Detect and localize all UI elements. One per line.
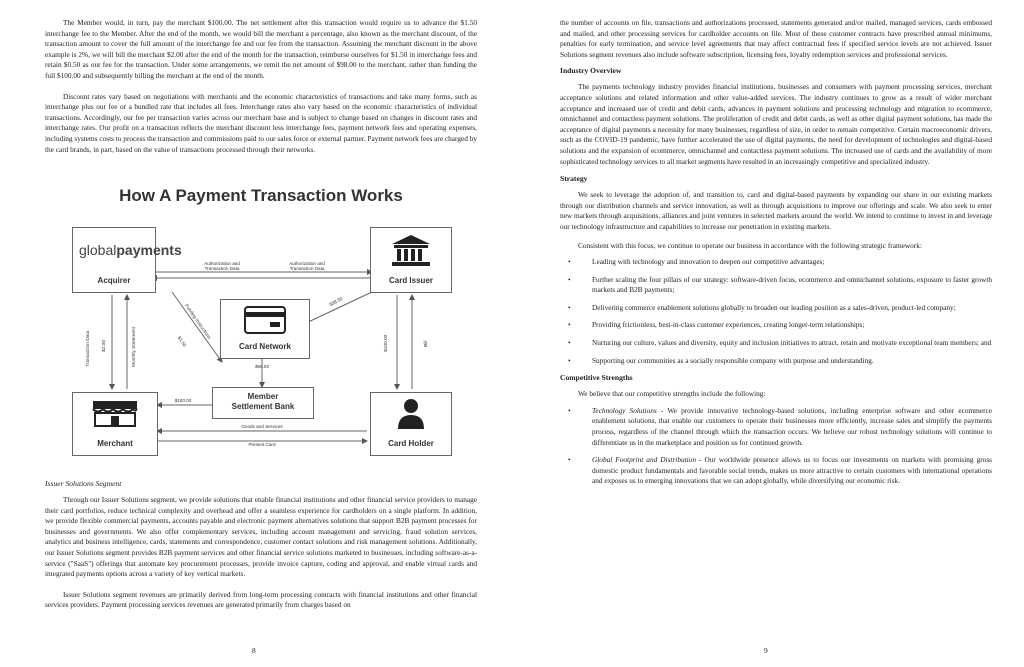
- merchant-box: [72, 392, 158, 456]
- bullet-text: Nurturing our culture, values and diversity, equity and inclusion initiatives to attract, retain and motivate exceptional team members; and: [592, 338, 992, 348]
- right-para-2: The payments technology industry provides financial institutions, businesses and consumers with payment processing services, merchant acceptance solutions and related information and other value-added services. The industry continues to grow as a result of wider merchant acceptance and increased use of credit and debit cards, advances in payment solutions and processing technology and migration to ecommerce, omnichannel and contactless payment solutions. The proliferation of credit and debit cards, as well as other digital payment solutions, has made the acceptance of digital payments a necessity for many businesses, regardless of size, in order to remain competitive. Certain macroeconomic drivers, such as the COVID-19 pandemic, have further accelerated the use of digital payments, the need for development of technologies and digital-based solutions and the expansion of ecommerce, omnichannel and contactless payment solutions. The increased use of cards and the availability of more sophisticated technology services to all market segments have resulted in an increasingly competitive and specialized industry.: [560, 82, 992, 166]
- list-item: [568, 356, 992, 367]
- left-para-2: Discount rates vary based on negotiations with merchants and the economic characteristics of transactions and take many forms, such as interchange plus our fee or a bundled rate that includes all fees. Interchange rates also vary based on the economic characteristics of individual transactions. Accordingly, our fee per transaction varies across our merchant base and is subject to change based on changes in discount rates and interchange rates. Our profit on a transaction reflects the merchant discount less interchange fees, payment network fees and operating expenses, including systems costs to process the transaction and commissions paid to our sales force or external partner. Payment network fees are charged by the card brands, in part, based on the value of transactions processed through their networks.: [45, 91, 477, 154]
- payment-diagram: [72, 227, 450, 456]
- right-para-3: We seek to leverage the adoption of, and transition to, card and digital-based payments by expanding our share in our existing markets through our distribution channels and service innovation, as well as through acquisitions to improve our offerings and scale. We also seek to enter new markets through acquisitions, alliances and joint ventures in selected markets around the world. We intend to continue to invest in and leverage our technology infrastructure and capabilities to increase our penetration in existing markets.: [560, 190, 992, 231]
- person-icon: [396, 398, 426, 430]
- member-bank-line1: Member: [247, 392, 279, 401]
- right-para-4: Consistent with this focus, we continue to operate our business in accordance with the following strategic framework:: [578, 240, 922, 250]
- bullet-icon: •: [568, 257, 571, 267]
- bill-label: Bill: [424, 340, 429, 347]
- bullet-text: Providing frictionless, best-in-class customer experiences, creating longer-term relationships;: [592, 320, 865, 330]
- card-holder-label: Card Holder: [388, 439, 434, 448]
- strengths-list: [560, 406, 992, 487]
- amount-150-label: $1.50: [176, 335, 188, 348]
- goods-services-label: Goods and Services: [241, 424, 283, 429]
- acquirer-label: Acquirer: [97, 276, 131, 285]
- transaction-data-label: Transaction Data: [86, 330, 91, 367]
- left-bottom-text: [45, 479, 477, 611]
- member-bank-label: [213, 392, 313, 412]
- strength-1-text: - We provide innovative technology-based solutions, including enterprise software and other ecommerce enablement solutions, that enable our customers to operate their businesses more efficiently, increase sales and simplify the payments process, regardless of the channel through which the transaction occurs. We believe our robust technology solutions will continue to differentiate us in the marketplace and position us for continued growth.: [592, 405, 992, 447]
- right-text: [560, 18, 992, 487]
- bullet-text: Supporting our communities as a socially responsible company with purpose and understanding.: [592, 355, 874, 365]
- bullet-icon: •: [568, 274, 571, 284]
- left-para-3: Through our Issuer Solutions segment, we provide solutions that enable financial institutions and other financial service providers to manage their card portfolios, reduce technical complexity and overhead and offer a seamless experience for cardholders on a single platform. In addition, we provide flexible commercial payments, accounts payable and electronic payment alternatives solutions that support B2B payment processes for businesses and governments. We also offer complementary services, including account management and servicing, fraud solution services, analytics and business intelligence, cards, statements and correspondence, customer contact solutions and risk management solutions. Additionally, our Issuer Solutions segment provides B2B payment services and other financial service solutions marketed to businesses, including software-as-a-service ("SaaS") offerings that automate key procurement processes, provide invoice capture, coding and approval, and enable virtual cards and integrated payments options across a variety of key vertical markets.: [45, 495, 477, 579]
- strength-1-title: Technology Solutions: [592, 405, 657, 415]
- diagram-title: How A Payment Transaction Works: [119, 186, 403, 205]
- right-page: [512, 0, 1024, 667]
- list-item: [568, 406, 992, 448]
- amount-9850-label: $98.50: [254, 364, 270, 369]
- competitive-strengths-heading: Competitive Strengths: [560, 373, 633, 383]
- bullet-icon: •: [568, 455, 571, 465]
- list-item: [568, 455, 992, 487]
- monthly-statement-label: Monthly Statement: [132, 327, 137, 367]
- amount-2-label: $2.00: [102, 339, 107, 352]
- left-para-4: Issuer Solutions segment revenues are primarily derived from long-term processing contracts with financial institutions and other financial services providers. Payment processing services revenues are generated primarily from charges based on: [45, 589, 477, 610]
- strength-2-text: - Our worldwide presence allows us to focus our investments on markets with promising gross domestic product fundamentals and favorable social trends, makes us more attractive to certain customers with international operations and exposes us to emerging innovations that we can adopt globally, while diversifying our economic risk.: [592, 455, 992, 486]
- member-bank-box: [212, 387, 314, 419]
- page-number-right: 9: [764, 646, 768, 655]
- card-holder-box: [370, 392, 452, 456]
- strategy-heading: Strategy: [560, 174, 588, 184]
- amount-9850-right-label: $98.50: [328, 295, 344, 308]
- amount-100-right-label: $100.00: [384, 334, 389, 352]
- funding-instructions-label: Funding Instructions: [184, 303, 212, 340]
- left-para-1: The Member would, in turn, pay the merchant $100.00. The net settlement after this transaction would require us to advance the $1.50 interchange fee to the Member. After the end of the month, we would bill the merchant a percentage, also known as the merchant discount, of the transaction amount to cover the full amount of the interchange fee and our fee from the transaction. Assuming the merchant discount in the above example is 2%, we will bill the merchant $2.00 after the end of the month for the transaction, reimburse ourselves for $1.50 in interchange fees and retain $0.50 as our fee for the transaction. Under some arrangements, we remit the net amount of $98.00 to the merchant, rather than funding the full $100.00 and subsequently billing the merchant at the end of the month.: [45, 18, 477, 80]
- acquirer-box: [72, 227, 182, 293]
- list-item: [568, 275, 992, 296]
- amount-100-left-label: $100.00: [174, 398, 192, 403]
- list-item: [568, 338, 992, 349]
- store-icon: [91, 399, 139, 427]
- right-para-5: We believe that our competitive strengths include the following:: [578, 389, 766, 399]
- bullet-icon: •: [568, 338, 571, 348]
- issuer-solutions-heading: Issuer Solutions Segment: [45, 479, 122, 488]
- left-top-text: [45, 18, 477, 155]
- bullet-text: Further scaling the four pillars of our strategy: software-driven focus, ecommerce and omnichannel solutions, exposure to faster growth markets and B2B payments;: [592, 274, 992, 295]
- merchant-label: Merchant: [97, 439, 133, 448]
- bullet-text: Delivering commerce enablement solutions globally to broaden our leading position as a sales-driven, product-led company;: [592, 302, 956, 312]
- industry-overview-heading: Industry Overview: [560, 66, 622, 76]
- card-network-label: Card Network: [238, 342, 291, 351]
- auth-data-right-label: Authorization and Transaction Data: [289, 261, 325, 271]
- bullet-icon: •: [568, 405, 571, 415]
- strategy-bullet-list: [560, 257, 992, 366]
- member-bank-line2: Settlement Bank: [231, 402, 295, 411]
- list-item: [568, 257, 992, 268]
- page-number-left: 8: [252, 646, 256, 655]
- card-network-box: [220, 299, 310, 359]
- bullet-icon: •: [568, 355, 571, 365]
- present-card-label: Present Card: [248, 442, 276, 447]
- credit-card-icon: [244, 306, 286, 334]
- strength-2-title: Global Footprint and Distribution: [592, 455, 696, 465]
- card-issuer-label: Card Issuer: [388, 276, 434, 285]
- card-issuer-box: [370, 227, 452, 293]
- bullet-icon: •: [568, 302, 571, 312]
- global-payments-logo: globalpayments: [79, 242, 182, 258]
- bullet-text: Leading with technology and innovation to deepen our competitive advantages;: [592, 257, 825, 267]
- auth-data-left-label: Authorization and Transaction Data: [204, 261, 240, 271]
- bank-icon: [391, 234, 431, 268]
- list-item: [568, 320, 992, 331]
- arrow-funding: [172, 292, 222, 362]
- right-para-1: the number of accounts on file, transactions and authorizations processed, statements generated and/or mailed, managed services, cards embossed and mailed, and other processing services for cardholder accounts on file. Most of these customer contracts have prescribed annual minimums, penalties for early termination, and service level agreements that may affect contractual fees if specified service levels are not achieved. Issuer Solutions segment revenues also include software subscription, licensing fees, loyalty redemption services and professional services.: [560, 18, 992, 59]
- bullet-icon: •: [568, 320, 571, 330]
- list-item: [568, 303, 992, 314]
